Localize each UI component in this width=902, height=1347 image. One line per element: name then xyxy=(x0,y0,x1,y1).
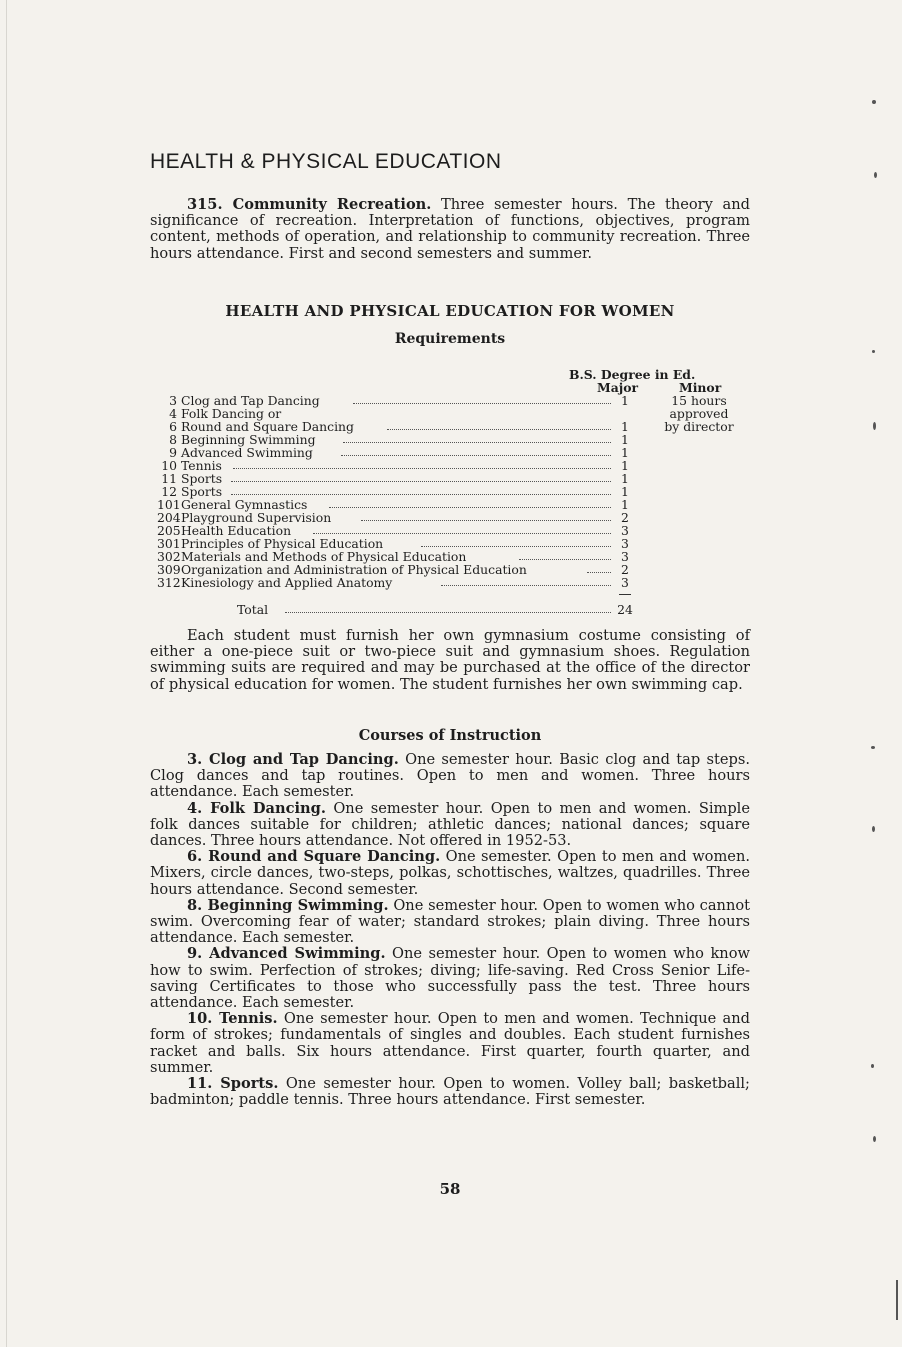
dot-leader xyxy=(329,507,611,508)
course-title: 6. Round and Square Dancing. xyxy=(187,848,441,866)
dot-leader xyxy=(519,559,611,560)
course-number: 204 xyxy=(157,510,181,525)
course-number: 302 xyxy=(157,549,181,564)
scan-speck xyxy=(873,1136,876,1142)
dot-leader xyxy=(361,520,611,521)
dot-leader xyxy=(233,468,611,469)
course-title: 3. Clog and Tap Dancing. xyxy=(187,751,399,768)
course-title: Sports xyxy=(181,471,223,486)
course-description: One semester. Open to men and women. Mixers, circle dances, two-steps, polkas, schottisches, waltzes, quadrilles. Three hours attendance. Second semester. xyxy=(150,848,750,898)
women-section-heading: HEALTH AND PHYSICAL EDUCATION FOR WOMEN xyxy=(225,302,675,320)
course-315-paragraph xyxy=(150,197,750,262)
scan-speck xyxy=(872,350,875,353)
scan-edge xyxy=(6,0,7,1347)
course-entry xyxy=(150,801,750,850)
major-hours: 3 xyxy=(621,523,629,538)
course-title: Round and Square Dancing xyxy=(181,419,354,434)
course-description: One semester hour. Open to men and women. Technique and form of strokes; fundamentals of singles and doubles. Each student furnishes racket and balls. Six hours attendance. First quarter, fourth quarter, and summer. xyxy=(150,1010,750,1076)
minor-label: Minor xyxy=(679,380,722,395)
scan-speck xyxy=(871,1064,874,1068)
course-description: One semester hour. Open to women. Volley ball; basketball; badminton; paddle tennis. Three hours attendance. First semester. xyxy=(150,1075,750,1109)
dot-leader xyxy=(285,612,611,613)
course-description: One semester hour. Open to women who cannot swim. Overcoming fear of water; standard strokes; plain diving. Three hours attendance. Each semester. xyxy=(150,896,750,947)
course-title: 4. Folk Dancing. xyxy=(187,799,326,817)
course-title: Advanced Swimming xyxy=(181,445,313,460)
course-entry xyxy=(150,1011,750,1076)
major-hours: 3 xyxy=(621,536,629,551)
course-number: 309 xyxy=(157,562,181,577)
course-title: 11. Sports. xyxy=(187,1075,279,1093)
course-number: 8 xyxy=(169,432,177,447)
major-hours: 1 xyxy=(621,458,629,473)
dot-leader xyxy=(231,481,611,482)
course-number: 9 xyxy=(169,445,177,460)
major-hours: 1 xyxy=(621,432,629,447)
course-entry xyxy=(150,946,750,1011)
dot-leader xyxy=(343,442,611,443)
course-number: 6 xyxy=(169,419,177,434)
minor-note-line: by director xyxy=(664,419,734,434)
major-hours: 1 xyxy=(621,419,629,434)
page-header: HEALTH & PHYSICAL EDUCATION xyxy=(150,150,502,173)
course-title: Materials and Methods of Physical Education xyxy=(181,549,467,564)
scan-speck xyxy=(872,826,875,832)
course-number: 301 xyxy=(157,536,181,551)
course-title: Organization and Administration of Physical Education xyxy=(181,562,527,577)
course-title: Beginning Swimming xyxy=(181,432,316,447)
course-title: Kinesiology and Applied Anatomy xyxy=(181,575,393,590)
course-315-text: Three semester hours. The theory and significance of recreation. Interpretation of functions, objectives, program content, methods of operation, and relationship to community recreation. Three hours attendance. First and second semesters and summer. xyxy=(150,196,750,262)
major-hours: 1 xyxy=(621,471,629,486)
scan-speck xyxy=(874,172,877,178)
course-number: 4 xyxy=(169,406,177,421)
dot-leader xyxy=(341,455,611,456)
scan-speck xyxy=(873,422,876,430)
course-number: 3 xyxy=(169,393,177,408)
dot-leader xyxy=(441,585,611,586)
course-description: One semester hour. Open to men and women. Simple folk dances suitable for children; athletic dances; national dances; square dances. Three hours attendance. Not offered in 1952-53. xyxy=(150,799,750,850)
course-315-title: 315. Community Recreation. xyxy=(187,196,432,213)
dot-leader xyxy=(387,429,611,430)
dot-leader xyxy=(353,403,611,404)
course-number: 312 xyxy=(157,575,181,590)
costume-text: Each student must furnish her own gymnasium costume consisting of either a one-piece suit or two-piece suit and gymnasium shoes. Regulation swimming suits are required and may be purchased at the office of the director of physical education for women. The student furnishes her own swimming cap. xyxy=(150,627,750,693)
course-list xyxy=(150,752,750,1108)
course-number: 12 xyxy=(161,484,177,499)
major-hours: 1 xyxy=(621,393,629,408)
course-number: 11 xyxy=(161,471,177,486)
course-number: 101 xyxy=(157,497,181,512)
major-hours: 3 xyxy=(621,575,629,590)
page-number: 58 xyxy=(439,1180,461,1198)
major-hours: 1 xyxy=(621,445,629,460)
dot-leader xyxy=(587,572,611,573)
course-title: Clog and Tap Dancing xyxy=(181,393,320,408)
course-entry xyxy=(150,849,750,898)
course-title: 9. Advanced Swimming. xyxy=(187,945,386,963)
scan-speck xyxy=(872,100,876,104)
major-hours: 3 xyxy=(621,549,629,564)
minor-note-line: 15 hours xyxy=(671,393,727,408)
course-title: General Gymnastics xyxy=(181,497,308,512)
major-hours: 2 xyxy=(621,510,629,525)
dot-leader xyxy=(231,494,611,495)
course-title: 10. Tennis. xyxy=(187,1010,278,1028)
course-description: One semester hour. Open to women who know how to swim. Perfection of strokes; diving; life-saving. Red Cross Senior Life-saving Certificates to those who successfully pass the test. Three hours attendance. Each semester. xyxy=(150,945,750,1012)
total-rule xyxy=(619,594,631,595)
scan-edge xyxy=(896,1280,898,1320)
scan-speck xyxy=(871,746,875,749)
dot-leader xyxy=(421,546,611,547)
total-value: 24 xyxy=(617,602,633,617)
courses-heading: Courses of Instruction xyxy=(358,727,542,744)
course-title: Folk Dancing or xyxy=(181,406,282,421)
course-number: 10 xyxy=(161,458,177,473)
course-number: 205 xyxy=(157,523,181,538)
dot-leader xyxy=(313,533,611,534)
minor-note-line: approved xyxy=(669,406,729,421)
major-hours: 2 xyxy=(621,562,629,577)
course-entry xyxy=(150,898,750,947)
course-title: Sports xyxy=(181,484,223,499)
degree-label: B.S. Degree in Ed. xyxy=(569,367,696,382)
course-description: One semester hour. Basic clog and tap steps. Clog dances and tap routines. Open to men and women. Three hours attendance. Each semester. xyxy=(150,751,750,801)
major-hours: 1 xyxy=(621,497,629,512)
major-label: Major xyxy=(597,380,639,395)
major-hours: 1 xyxy=(621,484,629,499)
course-title: 8. Beginning Swimming. xyxy=(187,896,389,914)
course-entry xyxy=(150,1076,750,1108)
course-title: Tennis xyxy=(181,458,222,473)
requirements-heading: Requirements xyxy=(394,331,506,347)
course-entry xyxy=(150,752,750,801)
course-title: Playground Supervision xyxy=(181,510,332,525)
course-title: Principles of Physical Education xyxy=(181,536,384,551)
total-label: Total xyxy=(237,602,269,617)
course-title: Health Education xyxy=(181,523,292,538)
costume-paragraph xyxy=(150,628,750,693)
